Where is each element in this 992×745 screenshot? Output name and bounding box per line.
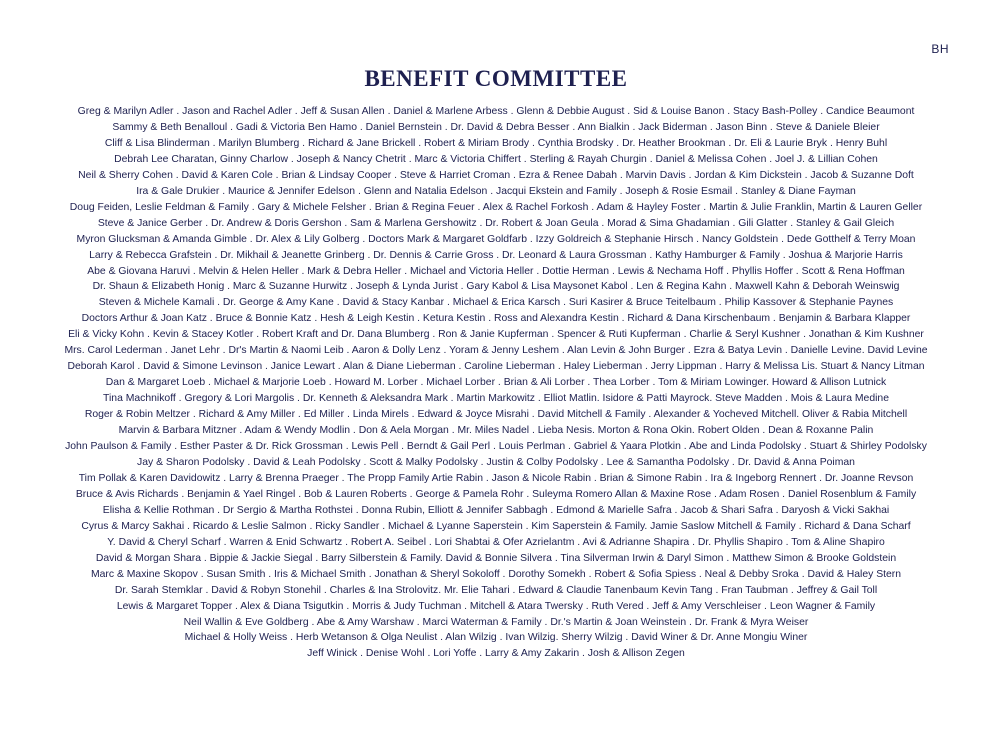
committee-names-list: [20, 104, 972, 662]
committee-line: Sammy & Beth Benalloul . Gadi & Victoria Ben Hamo . Daniel Bernstein . Dr. David & Debra Besser . Ann Bialkin . Jack Biderman . Jason Binn . Steve & Daniele Bleier: [112, 121, 880, 133]
committee-line: Marvin & Barbara Mitzner . Adam & Wendy Modlin . Don & Aela Morgan . Mr. Miles Nadel . Lieba Nesis. Morton & Rona Okin. Robert Olden . Dean & Roxanne Palin: [118, 425, 874, 437]
committee-line: Cliff & Lisa Blinderman . Marilyn Blumberg . Richard & Jane Brickell . Robert & Miriam Brody . Cynthia Brodsky . Dr. Heather Brookman . Dr. Eli & Laurie Bryk . Henry Buhl: [104, 137, 888, 149]
committee-line: Bruce & Avis Richards . Benjamin & Yael Ringel . Bob & Lauren Roberts . George & Pamela Rohr . Suleyma Romero Allan & Maxine Rose . Adam Rosen . Daniel Rosenblum & Family: [75, 488, 917, 500]
committee-line: Eli & Vicky Kohn . Kevin & Stacey Kotler . Robert Kraft and Dr. Dana Blumberg . Ron & Janie Kupferman . Spencer & Ruti Kupferman . Charlie & Seryl Kushner . Jonathan & Kim Kushner: [68, 329, 924, 341]
committee-line: Elisha & Kellie Rothman . Dr Sergio & Martha Rothstei . Donna Rubin, Elliott & Jennifer Sabbagh . Edmond & Marielle Safra . Jacob & Shari Safra . Daryosh & Vicki Sakhai: [102, 504, 890, 516]
committee-line: Deborah Karol . David & Simone Levinson . Janice Lewart . Alan & Diane Lieberman . Caroline Lieberman . Haley Lieberman . Jerry Lippman . Harry & Melissa Lis. Stuart & Nancy Litman: [67, 361, 925, 373]
committee-line: Y. David & Cheryl Scharf . Warren & Enid Schwartz . Robert A. Seibel . Lori Shabtai & Ofer Azrielantm . Avi & Adrianne Shapira . Dr. Phyllis Shapiro . Tom & Aline Shapiro: [107, 536, 885, 548]
committee-line: Tina Machnikoff . Gregory & Lori Margolis . Dr. Kenneth & Aleksandra Mark . Martin Markowitz . Elliot Matlin. Isidore & Patti Mayrock. Steve Madden . Mois & Laura Medine: [103, 393, 889, 405]
committee-line: Dan & Margaret Loeb . Michael & Marjorie Loeb . Howard M. Lorber . Michael Lorber . Brian & Ali Lorber . Thea Lorber . Tom & Miriam Lowinger. Howard & Allison Lutnick: [105, 377, 887, 389]
committee-line: Dr. Sarah Stemklar . David & Robyn Stonehil . Charles & Ina Strolovitz. Mr. Elie Tahari . Edward & Claudie Tanenbaum Kevin Tang . Fran Taubman . Jeffrey & Gail Toll: [114, 584, 878, 596]
committee-line: Steve & Janice Gerber . Dr. Andrew & Doris Gershon . Sam & Marlena Gershowitz . Dr. Robert & Joan Geula . Morad & Sima Ghadamian . Gili Glatter . Stanley & Gail Gleich: [97, 217, 895, 229]
committee-line: Lewis & Margaret Topper . Alex & Diana Tsigutkin . Morris & Judy Tuchman . Mitchell & Atara Twersky . Ruth Vered . Jeff & Amy Verschleiser . Leon Wagner & Family: [116, 600, 876, 612]
committee-line: Doug Feiden, Leslie Feldman & Family . Gary & Michele Felsher . Brian & Regina Feuer . Alex & Rachel Forkosh . Adam & Hayley Foster . Martin & Julie Franklin, Martin & Lauren Geller: [69, 201, 923, 213]
committee-line: Tim Pollak & Karen Davidowitz . Larry & Brenna Praeger . The Propp Family Artie Rabin . Jason & Nicole Rabin . Brian & Simone Rabin . Ira & Ingeborg Rennert . Dr. Joanne Revson: [78, 472, 914, 484]
committee-line: David & Morgan Shara . Bippie & Jackie Siegal . Barry Silberstein & Family. David & Bonnie Silvera . Tina Silverman Irwin & Daryl Simon . Matthew Simon & Brooke Goldstein: [95, 552, 897, 564]
corner-monogram: BH: [931, 42, 949, 56]
committee-line: Roger & Robin Meltzer . Richard & Amy Miller . Ed Miller . Linda Mirels . Edward & Joyce Misrahi . David Mitchell & Family . Alexander & Yocheved Mitchell. Oliver & Rabia Mitchell: [84, 409, 908, 421]
committee-line: Marc & Maxine Skopov . Susan Smith . Iris & Michael Smith . Jonathan & Sheryl Sokoloff . Dorothy Somekh . Robert & Sofia Spiess . Neal & Debby Sroka . David & Haley Stern: [90, 568, 902, 580]
committee-line: Larry & Rebecca Grafstein . Dr. Mikhail & Jeanette Grinberg . Dr. Dennis & Carrie Gross . Dr. Leonard & Laura Grossman . Kathy Hamburger & Family . Joshua & Marjorie Harris: [89, 249, 903, 261]
committee-line: Myron Glucksman & Amanda Gimble . Dr. Alex & Lily Golberg . Doctors Mark & Margaret Goldfarb . Izzy Goldreich & Stephanie Hirsch . Nancy Goldstein . Dede Gotthelf & Terry Moan: [76, 233, 916, 245]
committee-line: Cyrus & Marcy Sakhai . Ricardo & Leslie Salmon . Ricky Sandler . Michael & Lyanne Saperstein . Kim Saperstein & Family. Jamie Saslow Mitchell & Family . Richard & Dana Scharf: [81, 520, 911, 532]
committee-line: Neil & Sherry Cohen . David & Karen Cole . Brian & Lindsay Cooper . Steve & Harriet Croman . Ezra & Renee Dabah . Marvin Davis . Jordan & Kim Dickstein . Jacob & Suzanne Doft: [78, 169, 914, 181]
committee-line: Steven & Michele Kamali . Dr. George & Amy Kane . David & Stacy Kanbar . Michael & Erica Karsch . Suri Kasirer & Bruce Teitelbaum . Philip Kassover & Stephanie Paynes: [98, 297, 894, 309]
committee-line: Abe & Giovana Haruvi . Melvin & Helen Heller . Mark & Debra Heller . Michael and Victoria Heller . Dottie Herman . Lewis & Nechama Hoff . Phyllis Hoffer . Scott & Rena Hoffman: [87, 265, 905, 277]
committee-line: Doctors Arthur & Joan Katz . Bruce & Bonnie Katz . Hesh & Leigh Kestin . Ketura Kestin . Ross and Alexandra Kestin . Richard & Dana Kirschenbaum . Benjamin & Barbara Klapper: [81, 313, 911, 325]
committee-line: Debrah Lee Charatan, Ginny Charlow . Joseph & Nancy Chetrit . Marc & Victoria Chiffert . Sterling & Rayah Churgin . Daniel & Melissa Cohen . Joel J. & Lillian Cohen: [114, 153, 878, 165]
committee-line: Ira & Gale Drukier . Maurice & Jennifer Edelson . Glenn and Natalia Edelson . Jacqui Ekstein and Family . Joseph & Rosie Esmail . Stanley & Diane Fayman: [136, 185, 856, 197]
committee-line: Dr. Shaun & Elizabeth Honig . Marc & Suzanne Hurwitz . Joseph & Lynda Jurist . Gary Kabol & Lisa Maysonet Kabol . Len & Regina Kahn . Maxwell Kahn & Deborah Weinswig: [92, 281, 900, 293]
committee-line: Mrs. Carol Lederman . Janet Lehr . Dr's Martin & Naomi Leib . Aaron & Dolly Lenz . Yoram & Jenny Leshem . Alan Levin & John Burger . Ezra & Batya Levin . Danielle Levine. David Levine: [64, 345, 928, 357]
committee-line: Jay & Sharon Podolsky . David & Leah Podolsky . Scott & Malky Podolsky . Justin & Colby Podolsky . Lee & Samantha Podolsky . Dr. David & Anna Poiman: [137, 456, 855, 468]
committee-line: Neil Wallin & Eve Goldberg . Abe & Amy Warshaw . Marci Waterman & Family . Dr.'s Martin & Joan Weinstein . Dr. Frank & Myra Weiser: [183, 616, 809, 628]
committee-line: John Paulson & Family . Esther Paster & Dr. Rick Grossman . Lewis Pell . Berndt & Gail Perl . Louis Perlman . Gabriel & Yaara Plotkin . Abe and Linda Podolsky . Stuart & Shirley Podolsky: [65, 441, 927, 453]
committee-line: Jeff Winick . Denise Wohl . Lori Yoffe . Larry & Amy Zakarin . Josh & Allison Zegen: [307, 648, 685, 660]
committee-line: Greg & Marilyn Adler . Jason and Rachel Adler . Jeff & Susan Allen . Daniel & Marlene Arbess . Glenn & Debbie August . Sid & Louise Banon . Stacy Bash-Polley . Candice Beaumont: [77, 106, 915, 117]
committee-line: Michael & Holly Weiss . Herb Wetanson & Olga Neulist . Alan Wilzig . Ivan Wilzig. Sherry Wilzig . David Winer & Dr. Anne Mongiu Winer: [184, 632, 808, 644]
page-title: BENEFIT COMMITTEE: [364, 66, 628, 91]
